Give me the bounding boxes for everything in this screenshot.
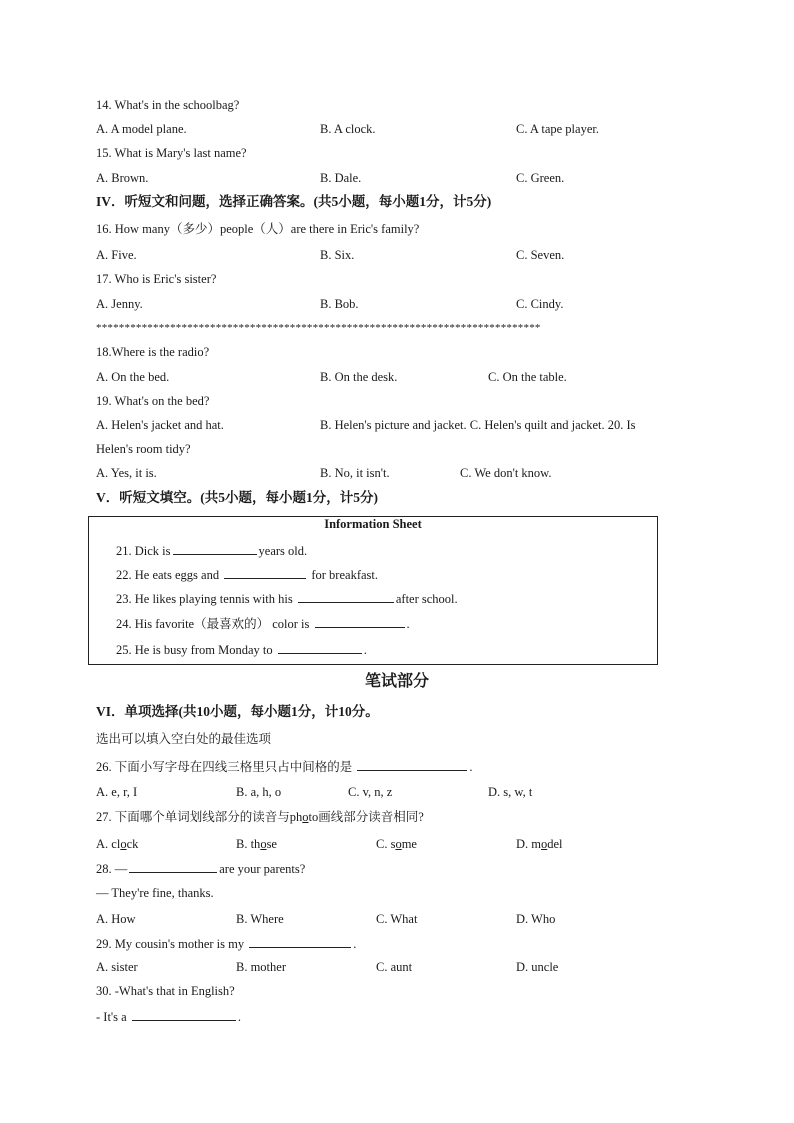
option-c <box>376 836 417 852</box>
blank-22-prefix: 22. He eats eggs and <box>116 568 220 582</box>
option-b-part: B. th <box>236 837 261 851</box>
underlined-letter: o <box>260 837 267 851</box>
blank-23-prefix: 23. He likes playing tennis with his <box>116 592 293 606</box>
option-a: A. Five. <box>96 248 137 262</box>
question-27-pre: 27. 下面哪个单词划线部分的读音与ph <box>96 810 303 824</box>
option-c-part: me <box>401 837 417 851</box>
underlined-letter: o <box>541 837 548 851</box>
option-b-part: se <box>266 837 277 851</box>
question-16: 16. How many（多少）people（人）are there in Eric's family? <box>96 222 420 236</box>
question-26 <box>96 758 473 775</box>
blank-25-suffix: . <box>363 643 367 657</box>
section-heading-iv: IV．听短文和问题，选择正确答案。(共5小题，每小题1分，计5分) <box>96 194 492 209</box>
option-d <box>516 836 563 852</box>
option-c: C. Green. <box>516 171 565 185</box>
answer-blank[interactable] <box>357 758 467 771</box>
option-b: B. A clock. <box>320 122 376 136</box>
underlined-letter: o <box>120 837 127 851</box>
answer-blank[interactable] <box>173 542 257 555</box>
answer-blank[interactable] <box>132 1008 236 1021</box>
question-18: 18.Where is the radio? <box>96 345 210 359</box>
blank-24-suffix: . <box>406 617 410 631</box>
section-heading-vi: VI．单项选择(共10小题，每小题1分，计10分。 <box>96 704 379 719</box>
option-a: A. Brown. <box>96 171 149 185</box>
option-d-part: del <box>547 837 563 851</box>
blank-24 <box>116 615 410 632</box>
option-c: C. A tape player. <box>516 122 599 136</box>
question-30-prefix: - It's a <box>96 1010 127 1024</box>
blank-25 <box>116 641 367 658</box>
answer-blank[interactable] <box>315 615 405 628</box>
option-a-part: A. cl <box>96 837 121 851</box>
answer-blank[interactable] <box>278 641 362 654</box>
question-29-end: . <box>353 937 357 951</box>
option-c: C. Seven. <box>516 248 565 262</box>
asterisk-divider: ****************************************************************************** <box>96 322 541 334</box>
blank-24-prefix: 24. His favorite（最喜欢的） color is <box>116 617 310 631</box>
option-c: C. aunt <box>376 960 413 974</box>
option-d: D. s, w, t <box>488 785 533 799</box>
option-b: B. No, it isn't. <box>320 466 390 480</box>
answer-blank[interactable] <box>129 860 217 873</box>
question-27-post: to画线部分读音相同? <box>308 810 424 824</box>
information-sheet-title: Information Sheet <box>324 517 422 531</box>
question-20-continuation: Helen's room tidy? <box>96 442 191 456</box>
option-a: A. e, r, I <box>96 785 138 799</box>
option-b: B. Where <box>236 912 284 926</box>
option-a: A. Helen's jacket and hat. <box>96 418 224 432</box>
option-d: D. uncle <box>516 960 559 974</box>
blank-21-suffix: years old. <box>258 544 308 558</box>
question-28-prefix: 28. — <box>96 862 128 876</box>
blank-22 <box>116 566 378 583</box>
question-27 <box>96 809 424 825</box>
blank-22-suffix: for breakfast. <box>311 568 378 582</box>
written-part-heading: 笔试部分 <box>364 673 429 690</box>
option-a <box>96 836 138 852</box>
question-28-suffix: are your parents? <box>219 862 306 876</box>
underlined-letter: o <box>302 810 309 824</box>
option-c: C. We don't know. <box>460 466 552 480</box>
option-c: C. Cindy. <box>516 297 564 311</box>
blank-23-suffix: after school. <box>395 592 458 606</box>
option-b: B. Dale. <box>320 171 362 185</box>
answer-blank[interactable] <box>298 590 394 603</box>
option-b: B. a, h, o <box>236 785 282 799</box>
section-instruction: 选出可以填入空白处的最佳选项 <box>96 731 272 746</box>
question-17: 17. Who is Eric's sister? <box>96 272 217 286</box>
option-b-c-and-question-20: B. Helen's picture and jacket. C. Helen's quilt and jacket. 20. Is <box>320 418 636 432</box>
question-19: 19. What's on the bed? <box>96 394 210 408</box>
option-b: B. mother <box>236 960 286 974</box>
answer-blank[interactable] <box>249 935 351 948</box>
option-b <box>236 836 277 852</box>
option-a: A. A model plane. <box>96 122 187 136</box>
option-c: C. v, n, z <box>348 785 393 799</box>
question-28 <box>96 860 305 877</box>
blank-21-prefix: 21. Dick is <box>116 544 171 558</box>
underlined-letter: o <box>395 837 402 851</box>
question-30-end: . <box>237 1010 241 1024</box>
option-a-part: ck <box>126 837 139 851</box>
option-b: B. Bob. <box>320 297 359 311</box>
question-14: 14. What's in the schoolbag? <box>96 98 240 112</box>
question-26-text: 26. 下面小写字母在四线三格里只占中间格的是 <box>96 760 353 774</box>
option-b: B. On the desk. <box>320 370 398 384</box>
option-c: C. What <box>376 912 418 926</box>
answer-blank[interactable] <box>224 566 306 579</box>
question-26-end: . <box>469 760 473 774</box>
option-d-part: D. m <box>516 837 541 851</box>
question-29-prefix: 29. My cousin's mother is my <box>96 937 245 951</box>
option-a: A. On the bed. <box>96 370 170 384</box>
blank-23 <box>116 590 458 607</box>
option-a: A. How <box>96 912 136 926</box>
blank-25-prefix: 25. He is busy from Monday to <box>116 643 273 657</box>
question-29 <box>96 935 356 952</box>
option-d: D. Who <box>516 912 556 926</box>
option-b: B. Six. <box>320 248 355 262</box>
option-a: A. Yes, it is. <box>96 466 157 480</box>
question-30: 30. -What's that in English? <box>96 984 235 998</box>
option-a: A. sister <box>96 960 138 974</box>
question-28-reply: — They're fine, thanks. <box>96 886 214 900</box>
option-c: C. On the table. <box>488 370 567 384</box>
blank-21 <box>116 542 307 559</box>
option-c-part: C. s <box>376 837 396 851</box>
section-heading-v: V．听短文填空。(共5小题，每小题1分，计5分) <box>96 490 378 505</box>
option-a: A. Jenny. <box>96 297 143 311</box>
question-15: 15. What is Mary's last name? <box>96 146 247 160</box>
question-30-answer <box>96 1008 241 1025</box>
